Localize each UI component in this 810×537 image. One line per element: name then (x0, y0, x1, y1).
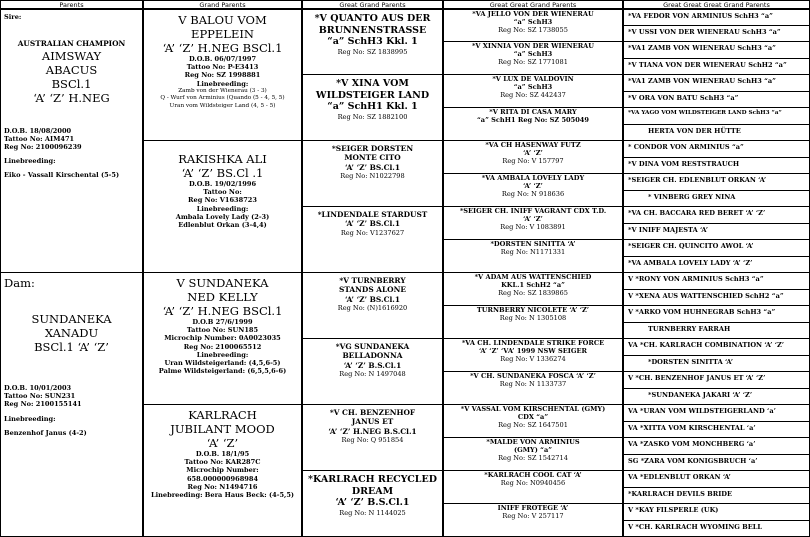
gg-grandparent-line: *V ADAM AUS WATTENSCHIED (474, 273, 592, 281)
ggg-grandparent-name: VA *URAN VOM WILDSTEIGERLAND ‘a’ (628, 407, 776, 415)
gg-grandparent-line: *SEIGER CH. INIFF VAGRANT CDX T.D. (459, 207, 607, 215)
ggg-grandparent-cell (623, 206, 810, 224)
ggg-grandparent-name: VA *CH. KARLRACH COMBINATION ‘A’ ‘Z’ (628, 341, 785, 349)
grandparent-line: Reg No: SZ 1998881 (184, 71, 261, 80)
grandparent-line: ‘A’ ‘Z’ H.NEG BSCl.1 (162, 304, 283, 318)
ggg-grandparent-name: *V DINA VOM RESTSTRAUCH (628, 159, 740, 168)
dam-line: Tattoo No: SUN231 (4, 392, 76, 401)
great-grandparent-line: “a” SchH1 Kkl. 1 (327, 101, 418, 112)
great-grandparent-line: ‘A’ ‘Z’ BS.Cl.1 (345, 219, 400, 229)
great-grandparent-line: ‘A’ ‘Z’ B.S.Cl.1 (343, 360, 402, 370)
ggg-grandparent-name: *SEIGER CH. EDLENBLUT ORKAN ‘A’ (628, 176, 767, 184)
grandparent-line: Linebreeding: (196, 350, 249, 359)
ggg-grandparent-cell (623, 503, 810, 521)
sire-role: Sire: (4, 13, 22, 21)
gg-grandparent-cell (443, 74, 623, 108)
ggg-grandparent-cell (623, 487, 810, 505)
great-grandparent-cell (302, 140, 443, 207)
gg-grandparent-line: *KARLRACH COOL CAT ‘A’ (484, 471, 582, 479)
sire-line: D.O.B. 18/08/2000 (4, 126, 72, 135)
ggg-grandparent-cell (623, 239, 810, 257)
gg-grandparent-line: Reg No: SZ 1542714 (498, 454, 568, 463)
sire-line: Eiko - Vassall Kirschental (5-5) (4, 171, 120, 180)
great-grandparent-line: WILDSTEIGER LAND (315, 89, 430, 101)
ggg-grandparent-cell (623, 9, 810, 26)
dam-line: BSCl.1 ‘A’ ‘Z’ (34, 340, 109, 354)
gg-grandparent-cell (443, 503, 623, 537)
gg-grandparent-line: *VA AMBALA LOVELY LADY (481, 174, 585, 182)
gg-grandparent-line: (GMY) “a” (513, 446, 553, 455)
header-parents: Parents (0, 0, 143, 9)
sire-line: BSCl.1 (51, 76, 92, 91)
gg-grandparent-cell (443, 206, 623, 240)
grandparent-line: Tattoo No: KAR287C (184, 458, 261, 467)
grandparent-line: Microchip Number: 0A0023035 (164, 334, 281, 343)
ggg-grandparent-name: *VA1 ZAMB VON WIENERAU SchH3 “a” (628, 44, 776, 52)
ggg-grandparent-name: *VA FEDOR VON ARMINIUS SchH3 “a” (628, 12, 773, 20)
ggg-grandparent-name: *SUNDANEKA JAKARI ‘A’ ‘Z’ (648, 390, 753, 399)
ggg-grandparent-name: V *CH. BENZENHOF JANUS ET ‘A’ ‘Z’ (628, 374, 766, 382)
great-grandparent-line: BELLADONNA (342, 351, 403, 361)
ggg-grandparent-name: *SEIGER CH. QUINCITO AWOL ‘A’ (628, 242, 754, 250)
ggg-grandparent-name: V *XENA AUS WATTENSCHIED SchH2 “a” (628, 291, 784, 300)
ggg-grandparent-name: SG *ZARA VOM KONIGSBRUCH ‘a’ (628, 456, 758, 465)
gg-grandparent-line: “a” SchH3 (513, 83, 553, 92)
dam-line: Reg No: 2100155141 (4, 400, 82, 409)
ggg-grandparent-cell (623, 454, 810, 472)
gg-grandparent-line: Reg No: N 1305108 (499, 314, 567, 323)
ggg-grandparent-name: *VA YAGO VOM WILDSTEIGER LAND SchH3 “a” (628, 110, 782, 116)
great-grandparent-line: *VG SUNDANEKA (335, 342, 410, 351)
sire-line: ABACUS (45, 62, 98, 77)
great-grandparent-cell (302, 9, 443, 75)
gg-grandparent-line: KKL.1 SchH2 “a” (501, 281, 565, 290)
grandparent-line: NED KELLY (187, 290, 258, 304)
great-grandparent-line: *SEIGER DORSTEN (331, 144, 414, 153)
grandparent-line: Zamb von der Wienerau (3 - 3) (178, 87, 267, 94)
ggg-grandparent-name: VA *EDLENBLUT ORKAN ‘A’ (628, 473, 731, 481)
ggg-grandparent-name: * CONDOR VON ARMINIUS “a” (628, 143, 744, 151)
grandparent-line: Linebreeding: Bera Haus Beck: (4-5,5) (150, 491, 295, 500)
gg-grandparent-line: Reg No: V 1083891 (500, 223, 566, 232)
great-grandparent-line: ‘A’ ‘Z’ B.S.Cl.1 (335, 497, 410, 508)
grandparent-cell (143, 9, 302, 141)
great-grandparent-cell (302, 338, 443, 405)
ggg-grandparent-cell (623, 74, 810, 92)
great-grandparent-cell (302, 272, 443, 339)
grandparent-line: Reg No: 2100065512 (183, 342, 262, 351)
ggg-grandparent-cell (623, 470, 810, 488)
great-grandparent-line: JANUS ET (351, 417, 394, 427)
dam-line: XANADU (44, 326, 99, 340)
ggg-grandparent-cell (623, 305, 810, 323)
ggg-grandparent-name: VA *XITTA VOM KIRSCHENTAL ‘a’ (628, 423, 756, 432)
gg-grandparent-line: *VA CH HASENWAY FUTZ (485, 141, 581, 149)
ggg-grandparent-name: *DORSTEN SINITTA ‘A’ (648, 357, 734, 366)
grandparent-line: Tattoo No: SUN185 (186, 326, 259, 335)
gg-grandparent-line: INIFF FROTEGE ‘A’ (497, 504, 569, 512)
parents-column (0, 0, 143, 537)
gg-grandparent-line: *V CH. SUNDANEKA FOSCA ‘A’ ‘Z’ (470, 372, 596, 380)
sire-line: Tattoo No: AIM471 (4, 134, 75, 143)
sire-line: ‘A’ ‘Z’ H.NEG (33, 90, 110, 105)
gg-grandparent-line: ‘A’ ‘Z’ (523, 215, 543, 224)
gg-grandparent-line: *V VASSAL VOM KIRSCHENTAL (GMY) (460, 405, 606, 413)
dam-cell (0, 272, 143, 537)
gg-grandparent-line: ‘A’ ‘Z’ (523, 149, 543, 158)
great-grandparent-line: Reg No: N 1144025 (339, 508, 406, 517)
ggg-grandparent-cell (623, 272, 810, 290)
great-grandparent-line: *KARLRACH RECYCLED (308, 474, 437, 485)
header-great-grandparents: Great Grand Parents (302, 0, 443, 9)
grandparent-line: Tattoo No: P-E3413 (186, 63, 259, 72)
ggg-grandparent-name: V *ARKO VOM HUHNEGRAB SchH3 “a” (628, 308, 776, 316)
dam-line: Benzenhof Janus (4-2) (4, 428, 87, 437)
great-grandparent-cell (302, 74, 443, 141)
gg-grandparent-cell (443, 239, 623, 273)
gg-grandparent-line: CDX “a” (517, 413, 549, 422)
grandparent-cell (143, 404, 302, 537)
ggg-grandparent-name: *VA CH. BACCARA RED BERET ‘A’ ‘Z’ (628, 209, 766, 217)
grandparent-line: Edlenblut Orkan (3-4,4) (178, 221, 267, 230)
ggg-grandparent-cell (623, 256, 810, 274)
great-grandparent-line: DREAM (351, 485, 394, 497)
gg-grandparent-line: ‘A’ ‘Z’ ‘VA’ 1999 NSW SEIGER (479, 347, 587, 356)
gg-grandparent-cell (443, 404, 623, 438)
great-grandparents-column (302, 0, 443, 537)
gg-grandparent-cell (443, 470, 623, 504)
grandparent-line: D.O.B. 19/02/1996 (188, 180, 257, 188)
ggg-grandparent-name: V *RONY VON ARMINIUS SchH3 “a” (628, 275, 764, 283)
ggg-grandparent-name: *V INIFF MAJESTA ‘A’ (628, 225, 709, 234)
gg-grandparent-line: Reg No: N 918636 (501, 190, 565, 199)
ggg-grandparent-name: *KARLRACH DEVILS BRIDE (628, 489, 733, 498)
gg-grandparent-line: Reg No: SZ 1647501 (498, 421, 568, 430)
great-grandparent-line: *V TURNBERRY (339, 276, 406, 285)
grandparent-line: 658.000000968984 (186, 474, 259, 483)
grandparent-line: Palme Wildsteigerland: (6,5,5,6-6) (158, 367, 287, 376)
header-gg-grandparents: Great Great Grand Parents (443, 0, 623, 9)
ggg-grandparent-name: HERTA VON DER HÜTTE (648, 126, 741, 135)
dam-line: D.O.B. 10/01/2003 (4, 384, 72, 392)
ggg-grandparent-cell (623, 140, 810, 158)
ggg-grandparent-name: *V USSI VON DER WIENERAU SchH3 “a” (628, 27, 781, 36)
great-grandparent-line: ‘A’ ‘Z’ H.NEG B.S.Cl.1 (328, 426, 417, 436)
header-ggg-grandparents: Great Great Great Grand Parents (623, 0, 810, 9)
grandparent-cell (143, 140, 302, 273)
gg-grandparent-cell (443, 437, 623, 471)
gg-grandparent-line: *VA JELLO VON DER WIENERAU (472, 10, 594, 18)
grandparent-line: ‘A’ ‘Z’ (206, 436, 239, 450)
grandparent-line: JUBILANT MOOD (170, 422, 275, 436)
ggg-grandparent-cell (623, 520, 810, 537)
ggg-grandparent-cell (623, 41, 810, 59)
grandparent-cell (143, 272, 302, 405)
great-grandparent-line: *V XINA VOM (336, 78, 409, 89)
ggg-grandparent-cell (623, 388, 810, 406)
great-grandparent-cell (302, 404, 443, 471)
grandparent-line: D.O.B 27/6/1999 (192, 318, 253, 326)
dam-line: Linebreeding: (4, 414, 56, 423)
gg-grandparent-line: Reg No: SZ 1738055 (498, 26, 568, 35)
grandparent-line: D.O.B. 18/1/95 (195, 450, 250, 458)
gg-grandparent-line: *VA CH. LINDENDALE STRIKE FORCE (461, 339, 605, 347)
ggg-grandparent-cell (623, 355, 810, 373)
dam-line: SUNDANEKA (31, 312, 112, 326)
great-grandparent-line: Reg No: Q 951854 (341, 436, 404, 445)
ggg-grandparent-cell (623, 173, 810, 191)
gg-grandparent-line: “a” SchH3 (513, 18, 553, 27)
gg-grandparent-line: Reg No: N0940456 (500, 479, 566, 488)
ggg-grandparent-name: *VA AMBALA LOVELY LADY ‘A’ ‘Z’ (628, 258, 753, 267)
gg-grandparent-cell (443, 305, 623, 339)
gg-grandparent-line: Reg No: SZ 1771081 (498, 58, 568, 67)
ggg-grandparent-cell (623, 371, 810, 389)
great-grandparent-line: “a” SchH3 Kkl. 1 (327, 36, 418, 47)
gg-grandparent-line: *V LUX DE VALDOVIN (492, 75, 574, 83)
great-grandparent-line: Reg No: N1022798 (340, 172, 405, 181)
great-grandparent-line: *V CH. BENZENHOF (329, 408, 416, 417)
gg-grandparent-line: *V XINNIA VON DER WIENERAU (471, 42, 595, 50)
gg-grandparent-line: *V RITA DI CASA MARY (489, 108, 577, 116)
gg-grandparent-line: *DORSTEN SINITTA ‘A’ (490, 240, 576, 248)
ggg-grandparents-column (623, 0, 810, 537)
grandparent-line: Linebreeding: (196, 204, 249, 213)
gg-grandparent-line: *MALDE VON ARMINIUS (486, 438, 580, 446)
great-grandparent-cell (302, 206, 443, 273)
great-grandparent-line: Reg No: (N)1616920 (337, 304, 408, 313)
ggg-grandparent-cell (623, 25, 810, 43)
great-grandparent-line: ‘A’ ‘Z’ BS.Cl.1 (345, 162, 400, 172)
grandparent-line: ‘A’ ‘Z’ H.NEG BSCl.1 (162, 41, 283, 55)
ggg-grandparent-cell (623, 421, 810, 439)
ggg-grandparent-name: V *CH. KARLRACH WYOMING BELL (628, 522, 763, 531)
gg-grandparent-line: ‘A’ ‘Z’ (523, 182, 543, 191)
gg-grandparent-cell (443, 371, 623, 405)
great-grandparent-line: Reg No: SZ 1882100 (337, 112, 408, 121)
ggg-grandparent-name: *VA1 ZAMB VON WIENERAU SchH3 “a” (628, 77, 776, 85)
ggg-grandparent-cell (623, 437, 810, 455)
grandparent-line: Microchip Number: (186, 466, 259, 475)
ggg-grandparent-name: V *KAY FILSPERLE (UK) (628, 506, 719, 514)
sire-line: Reg No: 2100096239 (4, 143, 82, 152)
gg-grandparent-line: Reg No: N 1133737 (499, 380, 567, 389)
ggg-grandparent-cell (623, 157, 810, 175)
gg-grandparent-cell (443, 107, 623, 141)
great-grandparent-line: Reg No: N 1497048 (339, 370, 406, 379)
great-grandparent-line: ‘A’ ‘Z’ BS.Cl.1 (345, 294, 400, 304)
great-grandparent-line: *V QUANTO AUS DER (314, 13, 431, 24)
gg-grandparents-column (443, 0, 623, 537)
gg-grandparent-line: Reg No: V 257117 (502, 512, 564, 521)
ggg-grandparent-name: * VINBERG GREY NINA (648, 192, 736, 201)
gg-grandparent-line: TURNBERRY NICOLETE ‘A’ ‘Z’ (476, 306, 590, 314)
grandparent-line: D.O.B. 06/07/1997 (188, 55, 257, 63)
grandparent-line: RAKISHKA ALI (178, 152, 267, 166)
great-grandparent-line: STANDS ALONE (339, 285, 406, 295)
grandparent-line: Reg No: N1494716 (187, 482, 258, 491)
gg-grandparent-cell (443, 41, 623, 75)
grandparent-line: Tattoo No: (203, 188, 242, 197)
ggg-grandparent-name: VA *ZASKO VOM MONCHBERG ‘a’ (628, 440, 756, 448)
ggg-grandparent-cell (623, 338, 810, 356)
gg-grandparent-line: Reg No: N1171331 (500, 248, 566, 257)
great-grandparent-line: MONTE CITO (344, 153, 401, 163)
gg-grandparent-cell (443, 9, 623, 42)
ggg-grandparent-cell (623, 404, 810, 422)
grandparent-line: V SUNDANEKA (176, 276, 269, 290)
gg-grandparent-line: “a” SchH3 (513, 50, 553, 59)
sire-line: Linebreeding: (4, 157, 56, 166)
ggg-grandparent-cell (623, 91, 810, 109)
ggg-grandparent-cell (623, 124, 810, 142)
great-grandparent-line: BRUNNENSTRASSE (318, 24, 427, 36)
sire-line: AIMSWAY (41, 48, 102, 63)
gg-grandparent-cell (443, 173, 623, 207)
ggg-grandparent-name: *V ORA VON BATU SchH3 “a” (628, 93, 739, 102)
gg-grandparent-line: Reg No: SZ 1839865 (498, 289, 568, 298)
great-grandparent-cell (302, 470, 443, 537)
sire-cell (0, 9, 143, 273)
grandparent-line: Q - Wurf von Arminius (Quando (5 - 4, 5, 5) (160, 95, 285, 102)
great-grandparent-line: Reg No: V1237627 (340, 228, 405, 237)
sire-line: AUSTRALIAN CHAMPION (17, 39, 126, 49)
grandparent-line: Uran Wildsteigerland: (4,5,6-5) (164, 359, 281, 368)
grandparent-line: Ambala Lovely Lady (2-3) (175, 212, 270, 221)
gg-grandparent-line: “a” SchH1 Reg No: SZ 505049 (477, 116, 589, 125)
grandparent-line: Reg No: V1638723 (188, 196, 257, 205)
dam-role: Dam: (4, 276, 35, 290)
great-grandparent-line: Reg No: SZ 1838995 (337, 47, 408, 56)
ggg-grandparent-cell (623, 190, 810, 208)
grandparents-column (143, 0, 302, 537)
grandparent-line: V BALOU VOM (178, 13, 267, 27)
gg-grandparent-line: Reg No: V 157797 (502, 157, 564, 166)
header-grandparents: Grand Parents (143, 0, 302, 9)
gg-grandparent-cell (443, 338, 623, 372)
grandparent-line: KARLRACH (188, 408, 257, 422)
gg-grandparent-line: Reg No: V 1336274 (500, 355, 566, 364)
great-grandparent-line: *LINDENDALE STARDUST (317, 210, 428, 219)
ggg-grandparent-cell (623, 107, 810, 125)
grandparent-line: ‘A’ ‘Z’ BS.Cl .1 (181, 166, 264, 180)
ggg-grandparent-cell (623, 322, 810, 340)
ggg-grandparent-name: TURNBERRY FARRAH (648, 324, 731, 333)
ggg-grandparent-name: *V TIANA VON DER WIENERAU SchH2 “a” (628, 60, 787, 69)
ggg-grandparent-cell (623, 289, 810, 307)
ggg-grandparent-cell (623, 223, 810, 241)
grandparent-line: Uran vom Wildsteiger Land (4, 5 - 5) (169, 103, 276, 109)
gg-grandparent-cell (443, 140, 623, 174)
grandparent-line: EPPELEIN (191, 27, 254, 41)
ggg-grandparent-cell (623, 58, 810, 76)
gg-grandparent-line: Reg No: SZ 442437 (500, 91, 566, 100)
grandparent-line: Linebreeding: (196, 79, 249, 88)
gg-grandparent-cell (443, 272, 623, 306)
